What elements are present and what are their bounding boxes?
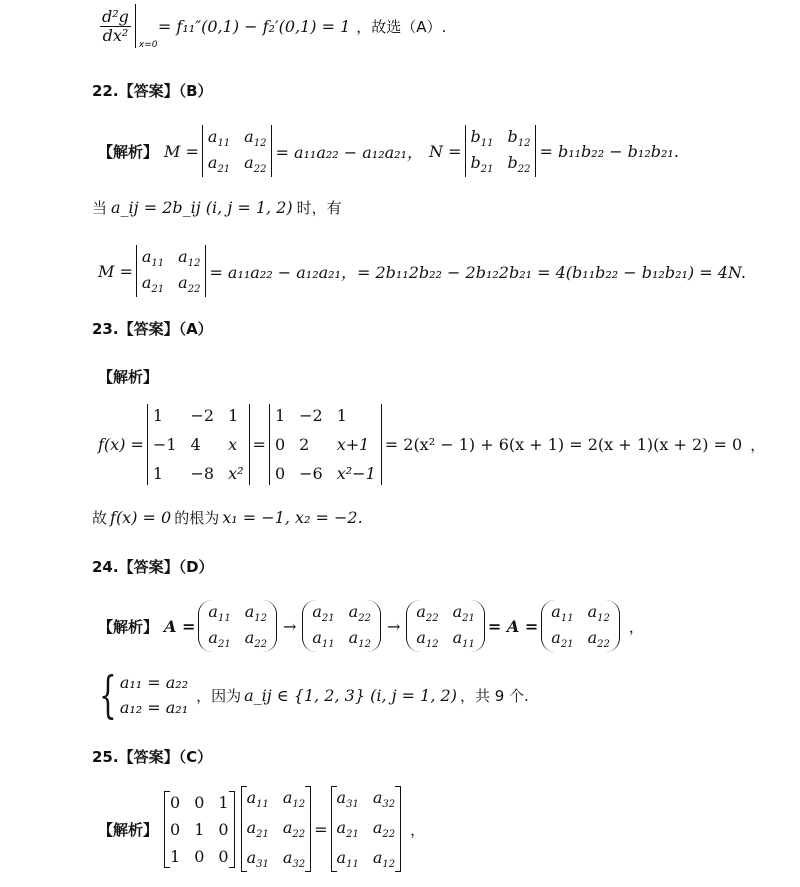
- q25-perm-cell: 0: [194, 846, 205, 866]
- q24-count-math: a_ij ∈ {1, 2, 3} (i, j = 1, 2): [244, 685, 457, 705]
- q23-det2-cell: x+1: [336, 435, 370, 454]
- q22-analysis-label: 【解析】: [98, 142, 159, 161]
- q25-perm-cell: 1: [194, 819, 205, 839]
- q22-m-result: = a₁₁a₂₂ − a₁₂a₂₁，: [275, 142, 423, 162]
- q23-det1-cell: 1: [152, 464, 164, 483]
- q23-det2-cell: 2: [299, 435, 310, 454]
- q23-det1-cell: x: [228, 435, 238, 454]
- q25-perm-cell: 0: [218, 846, 229, 866]
- q22-condition-line: [92, 197, 342, 218]
- q23-det2-cell: 0: [274, 464, 286, 483]
- q22-cond-prefix: 当: [92, 199, 108, 217]
- q23-result: = 2(x² − 1) + 6(x + 1) = 2(x + 1)(x + 2) = 0: [384, 435, 743, 454]
- q23-roots-prefix: 故: [92, 509, 108, 527]
- q23-det2-cell: 1: [336, 406, 347, 425]
- q25-matrix-a: $a_{11}$ $a_{12}$ $a_{21}$ $a_{22}$ $a_{31}$ $a_{32}$: [241, 786, 312, 872]
- q23-det1-cell: 1: [152, 406, 164, 425]
- q24-matrix-2: $a_{21}$ $a_{22}$ $a_{11}$ $a_{12}$: [302, 600, 381, 652]
- q23-det1-cell: −1: [152, 435, 177, 454]
- q23-analysis-label: 【解析】: [98, 368, 159, 386]
- q23-det2-cell: −2: [299, 406, 323, 425]
- q25-answer-title: 25.【答案】（C）: [92, 748, 213, 766]
- q23-det2-cell: −6: [299, 464, 323, 483]
- q24-equation-system: [120, 673, 188, 717]
- fraction-denominator: dx²: [102, 25, 129, 45]
- q22-answer-title: 22.【答案】（B）: [92, 82, 213, 100]
- arrow-right-icon: →: [386, 616, 401, 636]
- q25-perm-cell: 0: [170, 792, 181, 812]
- q25-perm-cell: 1: [170, 846, 181, 866]
- q23-roots-line: [92, 507, 363, 528]
- derivative-result: = f₁₁″(0,1) − f₂′(0,1) = 1: [157, 16, 351, 36]
- q25-product-line: 【解析】 0 0 1 0 1 0 1 0 0 $a_{11}$ $a_{12}$ $a_{21}$ $a_{22}$ $a_{31}$ $a_{32}$ = $a_{31}$ $a_{32}$ $a_{21}$ $a_{22}$ $a_{11}$ $a_{12}$ ，: [98, 788, 426, 870]
- q24-count-text-2: ，共 9 个.: [459, 686, 529, 705]
- q25-result-matrix: $a_{31}$ $a_{32}$ $a_{21}$ $a_{22}$ $a_{11}$ $a_{12}$: [331, 786, 402, 872]
- q24-matrix-3: $a_{22}$ $a_{21}$ $a_{12}$ $a_{11}$: [406, 600, 485, 652]
- q24-eq-2: a₁₂ = a₂₁: [119, 698, 189, 717]
- q23-det2-cell: x²−1: [336, 464, 376, 483]
- q22-md-line: 【解析】 M = $a_{11}$ $a_{12}$ $a_{21}$ $a_{22}$ = a₁₁a₂₂ − a₁₂a₂₁， N = $b_{11}$ $b_{12}$ $b_{21}$ $b_{22}$ = b₁₁b₂₂ − b₁₂b₂₁.: [98, 127, 679, 175]
- q23-det1-cell: x²: [228, 464, 244, 483]
- q25-analysis-label: 【解析】: [98, 820, 159, 839]
- q23-det-line: f(x) = 1 −2 1 −1 4 x 1 −8 x² = 1 −2 1 0 2 x+1 0 −6 x²−1 = 2(x² − 1) + 6(x + 1) = 2(x + 1)(x + 2) = 0 ，: [98, 406, 766, 483]
- q24-transform-line: 【解析】 A = $a_{11}$ $a_{12}$ $a_{21}$ $a_{22}$ → $a_{21}$ $a_{22}$ $a_{11}$ $a_{12}$ → $a_{22}$ $a_{21}$ $a_{12}$ $a_{11}$ = A = $a_{11}$ $a_{12}$ $a_{21}$ $a_{22}$ ，: [98, 602, 644, 650]
- top-derivative-line: [98, 4, 446, 48]
- q25-tail: ，: [410, 820, 426, 839]
- q25-permutation-matrix: [164, 791, 235, 868]
- arrow-right-icon: →: [282, 616, 297, 636]
- q24-eq-1: a₁₁ = a₂₂: [119, 673, 189, 692]
- choice-text: ，故选（A）.: [356, 17, 447, 36]
- q22-matrix-a-det: $a_{11}$ $a_{12}$ $a_{21}$ $a_{22}$: [202, 125, 273, 177]
- q22-matrix-a-det-2: $a_{11}$ $a_{12}$ $a_{21}$ $a_{22}$: [136, 245, 207, 297]
- q23-det1-cell: 1: [228, 406, 239, 425]
- q22-cond-math: a_ij = 2b_ij (i, j = 1, 2): [111, 198, 293, 217]
- q23-result-tail: ，: [750, 436, 766, 454]
- fraction-numerator: d²g: [102, 6, 129, 26]
- q24-matrix-1: $a_{11}$ $a_{12}$ $a_{21}$ $a_{22}$: [198, 600, 277, 652]
- q22-matrix-b-det: $b_{11}$ $b_{12}$ $b_{21}$ $b_{22}$: [465, 125, 537, 177]
- q24-answer-title: 24.【答案】（D）: [92, 558, 214, 576]
- limit-label: x=0: [138, 40, 158, 50]
- q23-det-2: [269, 404, 382, 485]
- q23-det-1: [147, 404, 250, 485]
- left-brace-icon: {: [99, 666, 117, 724]
- q23-roots-vals: x₁ = −1, x₂ = −2.: [222, 508, 363, 527]
- q23-roots-mid: 的根为: [174, 509, 220, 527]
- q23-det1-cell: −2: [190, 406, 215, 425]
- q23-answer-title: 23.【答案】（A）: [92, 320, 213, 338]
- q22-n-result: = b₁₁b₂₂ − b₁₂b₂₁.: [539, 141, 679, 161]
- q23-det2-cell: 1: [274, 406, 286, 425]
- q25-perm-cell: 0: [170, 819, 181, 839]
- evaluation-bar: [135, 4, 158, 50]
- q23-det1-cell: −8: [190, 464, 215, 483]
- q22-chain-result: = a₁₁a₂₂ − a₁₂a₂₁，= 2b₁₁2b₂₂ − 2b₁₂2b₂₁ = 4(b₁₁b₂₂ − b₁₂b₂₁) = 4N.: [209, 262, 746, 282]
- q22-chain-line: M = $a_{11}$ $a_{12}$ $a_{21}$ $a_{22}$ = a₁₁a₂₂ − a₁₂a₂₁，= 2b₁₁2b₂₂ − 2b₁₂2b₂₁ = 4(b₁₁b₂₂ − b₁₂b₂₁) = 4N.: [98, 247, 746, 295]
- q22-cond-suffix: 时，有: [296, 199, 342, 217]
- q25-perm-cell: 1: [218, 792, 229, 812]
- q24-matrix-4: $a_{11}$ $a_{12}$ $a_{21}$ $a_{22}$: [541, 600, 620, 652]
- q23-det2-cell: 0: [274, 435, 286, 454]
- q25-perm-cell: 0: [218, 819, 229, 839]
- q25-perm-cell: 0: [194, 792, 205, 812]
- q23-roots-f: f(x) = 0: [110, 508, 172, 527]
- q24-system-line: [92, 666, 529, 724]
- derivative-fraction: [100, 8, 131, 45]
- q24-analysis-label: 【解析】: [98, 617, 159, 636]
- q23-det1-cell: 4: [190, 435, 201, 454]
- q24-count-text-1: ，因为: [196, 686, 242, 705]
